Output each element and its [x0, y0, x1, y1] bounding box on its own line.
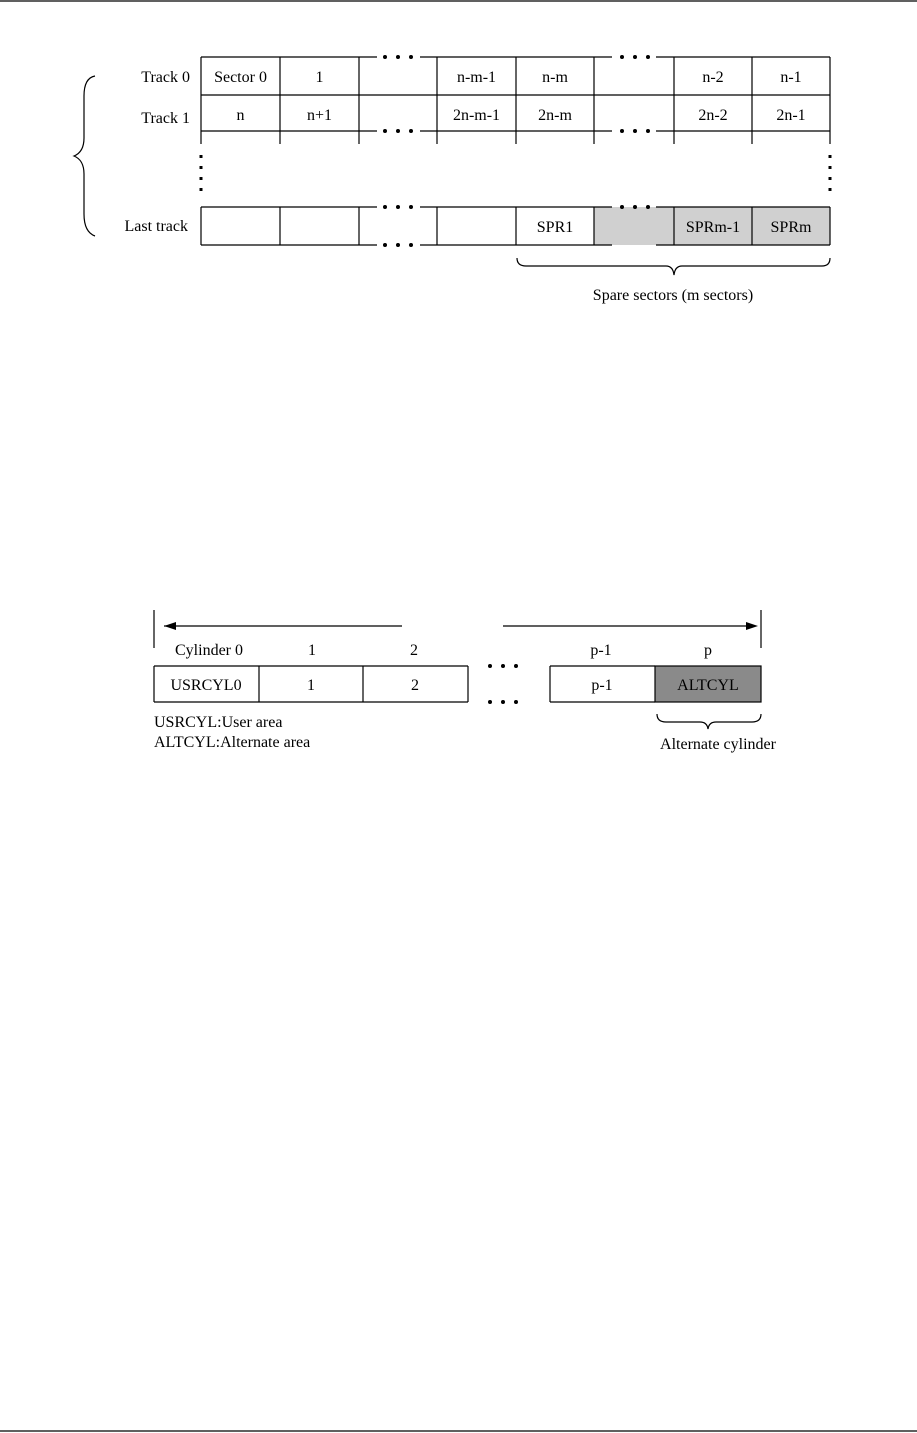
sector-cell: 1 [315, 69, 324, 86]
sector-cell: Sector 0 [214, 69, 267, 86]
track-sector-labels [124, 69, 812, 304]
cylinder-header: p-1 [590, 642, 612, 659]
cylinder-ellipsis [488, 664, 518, 704]
spare-cell-label: SPRm-1 [685, 219, 741, 236]
cylinder-header: Cylinder 0 [175, 642, 243, 659]
sector-cell: n [236, 107, 245, 124]
alternate-cylinder-brace [657, 714, 761, 729]
legend-user-area: USRCYL:User area [154, 714, 283, 731]
cylinder-cell: 1 [307, 677, 315, 694]
sector-cell: 2n-m [538, 107, 572, 124]
cylinder-cell: USRCYL0 [170, 677, 242, 694]
track-group-brace [74, 76, 95, 236]
cylinder-cell: 2 [411, 677, 419, 694]
cylinder-header: 1 [308, 642, 316, 659]
spare-sectors-brace [517, 258, 830, 275]
sector-cell: 2n-1 [776, 107, 806, 124]
legend-alternate-area: ALTCYL:Alternate area [154, 734, 311, 751]
track-sector-diagram [74, 55, 830, 275]
row-label-track0: Track 0 [141, 69, 190, 86]
sector-cell: n-2 [702, 69, 724, 86]
sector-cell: n-m [542, 69, 568, 86]
spare-cell-label: SPR1 [536, 219, 574, 236]
alternate-cylinder-caption: Alternate cylinder [660, 736, 776, 753]
spare-cell-label: SPRm [770, 219, 812, 236]
spare-region-gap [594, 207, 674, 245]
spare-sectors-caption: Spare sectors (m sectors) [592, 287, 754, 304]
row-label-last-track: Last track [124, 218, 188, 235]
cylinder-cell: p-1 [591, 677, 613, 694]
sector-cell: n-1 [780, 69, 802, 86]
cylinder-cell: ALTCYL [677, 677, 739, 694]
row-label-track1: Track 1 [141, 110, 190, 127]
sector-cell: 2n-m-1 [452, 107, 501, 124]
cylinder-diagram [154, 610, 761, 729]
sector-cell: n+1 [306, 107, 333, 124]
sector-cell: 2n-2 [698, 107, 728, 124]
cylinder-header: 2 [410, 642, 418, 659]
sector-cell: n-m-1 [456, 69, 497, 86]
cylinder-header: p [704, 642, 712, 659]
